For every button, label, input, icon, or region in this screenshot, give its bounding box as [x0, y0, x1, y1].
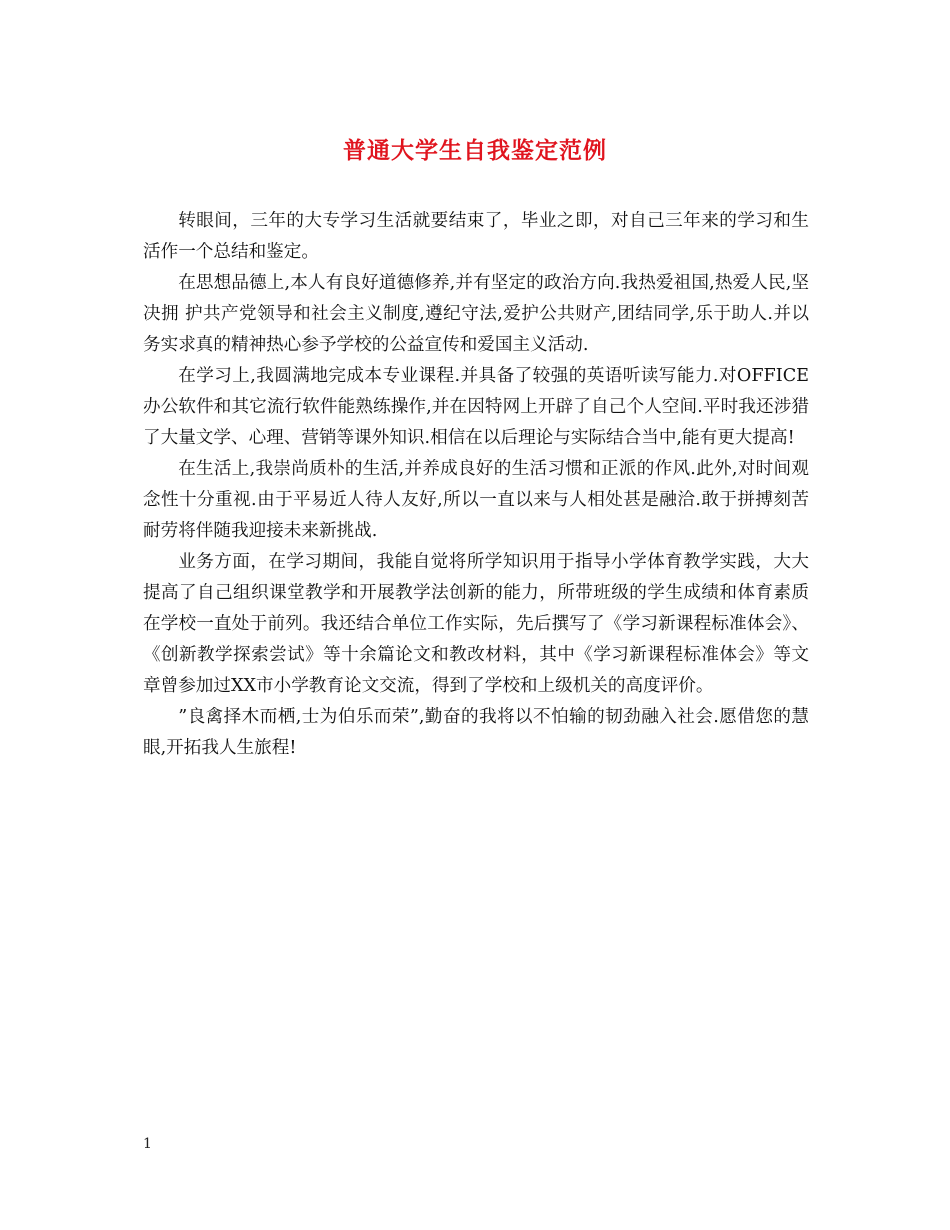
paragraph-intro: 转眼间，三年的大专学习生活就要结束了，毕业之即，对自己三年来的学习和生活作一个总结和鉴定。 [143, 211, 809, 262]
paragraph-ideology: 在思想品德上,本人有良好道德修养,并有坚定的政治方向.我热爱祖国,热爱人民,坚决拥 护共产党领导和社会主义制度,遵纪守法,爱护公共财产,团结同学,乐于助人.并以务实求真的精神热心参予学校的公益宣传和爱国主义活动. [143, 273, 809, 355]
document-body [143, 206, 809, 764]
paragraph-study: 在学习上,我圆满地完成本专业课程.并具备了较强的英语听读写能力.对OFFICE办公软件和其它流行软件能熟练操作,并在因特网上开辟了自己个人空间.平时我还涉猎了大量文学、心理、营销等课外知识.相信在以后理论与实际结合当中,能有更大提高! [143, 366, 809, 448]
paragraph-closing: ”良禽择木而栖,士为伯乐而荣”,勤奋的我将以不怕输的韧劲融入社会.愿借您的慧眼,开拓我人生旅程! [143, 707, 809, 758]
paragraph-life: 在生活上,我崇尚质朴的生活,并养成良好的生活习惯和正派的作风.此外,对时间观念性十分重视.由于平易近人待人友好,所以一直以来与人相处甚是融洽.敢于拼搏刻苦耐劳将伴随我迎接未来新挑战. [143, 459, 809, 541]
document-title: 普通大学生自我鉴定范例 [343, 137, 607, 164]
paragraph-work: 业务方面，在学习期间，我能自觉将所学知识用于指导小学体育教学实践，大大提高了自己组织课堂教学和开展教学法创新的能力，所带班级的学生成绩和体育素质在学校一直处于前列。我还结合单位工作实际，先后撰写了《学习新课程标准体会》、《创新教学探索尝试》等十余篇论文和教改材料，其中《学习新课程标准体会》等文章曾参加过XX市小学教育论文交流，得到了学校和上级机关的高度评价。 [143, 552, 809, 696]
page-number: 1 [143, 1136, 152, 1152]
